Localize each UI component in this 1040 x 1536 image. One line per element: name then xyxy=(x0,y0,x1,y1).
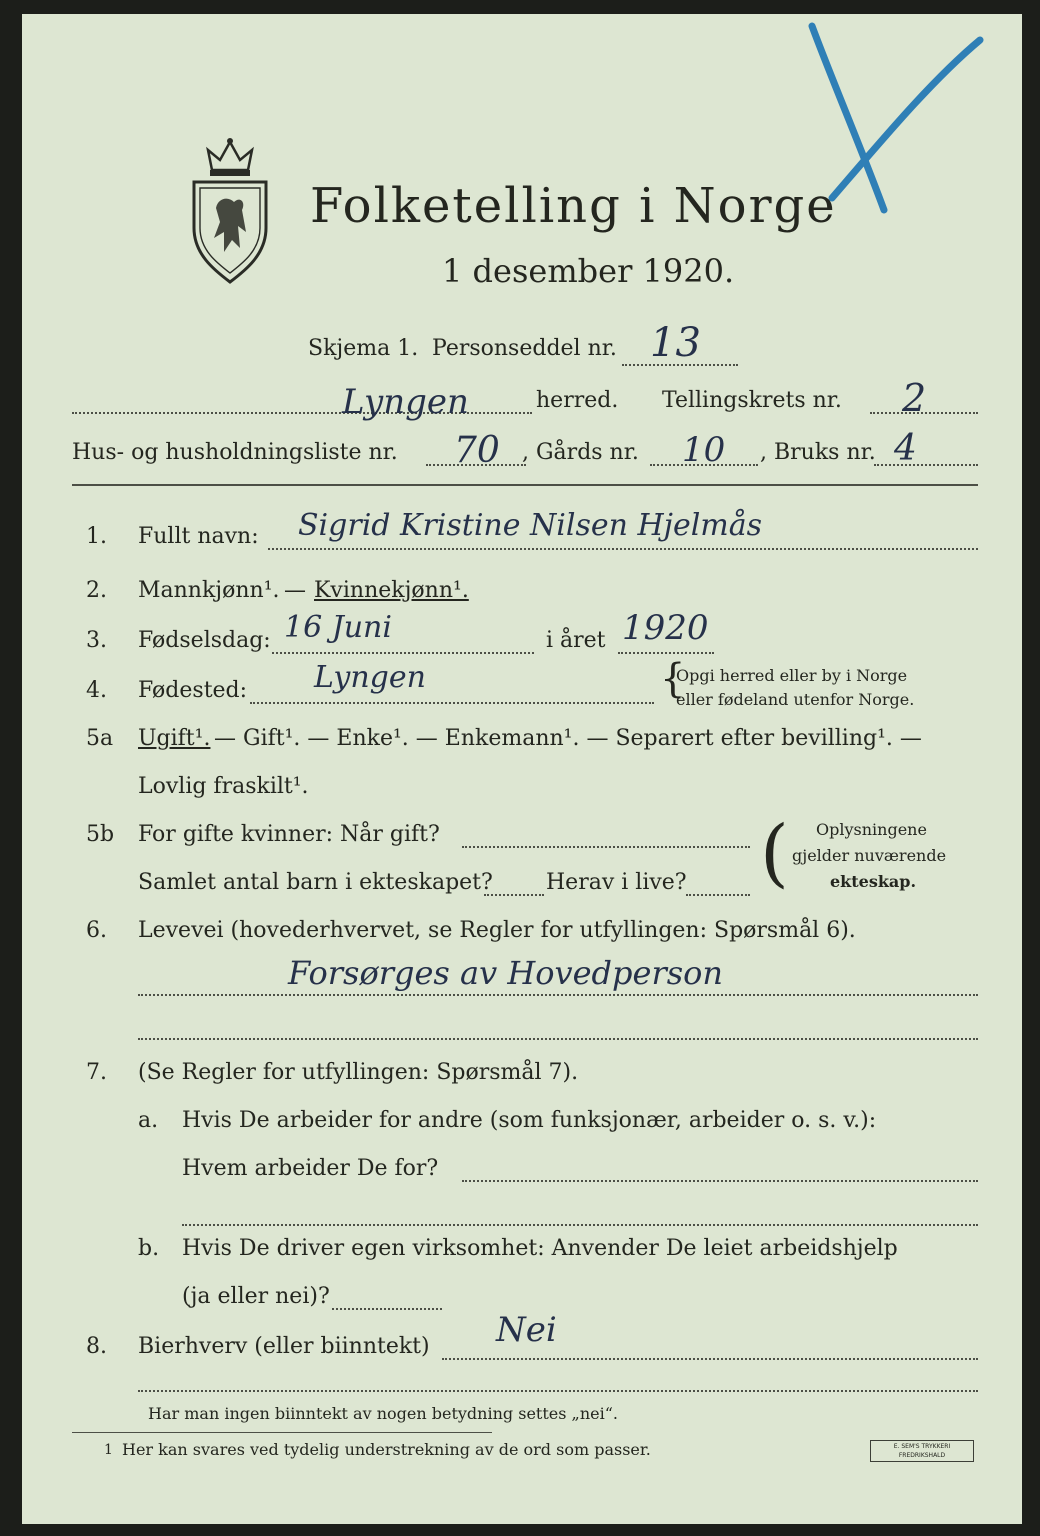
personseddel-label: Personseddel nr. xyxy=(432,336,617,361)
q8-line1 xyxy=(442,1358,978,1360)
q8-line2 xyxy=(138,1390,978,1392)
q5b-herav-label: Herav i live? xyxy=(546,870,687,895)
q6-label: Levevei (hovederhvervet, se Regler for utfyllingen: Spørsmål 6). xyxy=(138,918,856,943)
form-title: Folketelling i Norge xyxy=(310,178,837,234)
q5a-ugift-option[interactable]: Ugift¹. xyxy=(138,726,211,751)
q7a-line1 xyxy=(462,1180,978,1182)
q5b-line2-label: Samlet antal barn i ekteskapet? xyxy=(138,870,493,895)
bruks-label: , Bruks nr. xyxy=(760,440,876,465)
coat-of-arms-icon xyxy=(188,136,272,286)
q3-line xyxy=(272,652,534,654)
q4-label: Fødested: xyxy=(138,678,248,703)
footnote-mark: 1 xyxy=(104,1442,113,1458)
q2-female-option[interactable]: Kvinnekjønn¹. xyxy=(314,578,469,603)
q5b-note-line3: ekteskap. xyxy=(830,872,917,891)
q5b-line1-label: For gifte kvinner: Når gift? xyxy=(138,822,440,847)
q1-value[interactable]: Sigrid Kristine Nilsen Hjelmås xyxy=(298,508,763,543)
q4-number: 4. xyxy=(86,678,107,703)
q4-value[interactable]: Lyngen xyxy=(314,660,426,695)
q3-number: 3. xyxy=(86,628,107,653)
bruks-line xyxy=(874,464,978,466)
husholdning-value[interactable]: 70 xyxy=(454,430,500,471)
q3-year-label: i året xyxy=(546,628,606,653)
q3-value[interactable]: 16 Juni xyxy=(284,610,392,645)
q4-line xyxy=(250,702,654,704)
q4-note-line1: Opgi herred eller by i Norge xyxy=(676,666,908,685)
q2-separator: — xyxy=(284,578,306,603)
herred-label: herred. xyxy=(536,388,619,413)
q7b-text: Hvis De driver egen virksomhet: Anvender De leiet arbeidshjelp xyxy=(182,1236,898,1261)
q5b-number: 5b xyxy=(86,822,115,847)
q6-line2 xyxy=(138,1038,978,1040)
q6-value[interactable]: Forsørges av Hovedperson xyxy=(288,954,724,992)
footnote-main: Har man ingen biinntekt av nogen betydning settes „nei“. xyxy=(148,1404,618,1423)
q5a-number: 5a xyxy=(86,726,114,751)
census-form-sheet xyxy=(22,14,1022,1524)
q7a-letter: a. xyxy=(138,1108,159,1133)
q8-number: 8. xyxy=(86,1334,107,1359)
herred-value[interactable]: Lyngen xyxy=(342,382,469,422)
q5a-other-options[interactable]: — Gift¹. — Enke¹. — Enkemann¹. — Separert efter bevilling¹. — xyxy=(214,726,922,751)
form-date: 1 desember 1920. xyxy=(442,252,735,290)
q8-label: Bierhverv (eller biinntekt) xyxy=(138,1334,430,1359)
q1-label: Fullt navn: xyxy=(138,524,259,549)
q6-number: 6. xyxy=(86,918,107,943)
q7b-letter: b. xyxy=(138,1236,160,1261)
q5b-children-line xyxy=(484,894,544,896)
q8-value[interactable]: Nei xyxy=(496,1310,557,1350)
q5b-alive-line xyxy=(686,894,750,896)
q5a-line2[interactable]: Lovlig fraskilt¹. xyxy=(138,774,309,799)
q4-note-line2: eller fødeland utenfor Norge. xyxy=(676,690,915,709)
gards-label: , Gårds nr. xyxy=(522,440,639,465)
header-divider xyxy=(72,484,978,486)
bruks-value[interactable]: 4 xyxy=(894,428,917,469)
q7b-question: (ja eller nei)? xyxy=(182,1284,330,1309)
q3-label: Fødselsdag: xyxy=(138,628,271,653)
q5b-note-line2: gjelder nuværende xyxy=(792,846,947,865)
printer-stamp xyxy=(870,1440,974,1462)
printer-stamp-line1: E. SEM'S TRYKKERI xyxy=(893,1443,951,1450)
q7-number: 7. xyxy=(86,1060,107,1085)
q7-label: (Se Regler for utfyllingen: Spørsmål 7). xyxy=(138,1060,579,1085)
husholdning-label: Hus- og husholdningsliste nr. xyxy=(72,440,398,465)
q7a-line2 xyxy=(182,1224,978,1226)
q3-year-line xyxy=(618,652,714,654)
q4-brace: { xyxy=(660,656,686,702)
personseddel-value[interactable]: 13 xyxy=(650,320,701,366)
footnote-reference: Her kan svares ved tydelig understrekning av de ord som passer. xyxy=(122,1440,651,1459)
q7b-line xyxy=(332,1308,442,1310)
footnote-divider xyxy=(72,1432,492,1433)
q2-number: 2. xyxy=(86,578,107,603)
q5b-note-line1: Oplysningene xyxy=(816,820,927,839)
q5b-brace: ( xyxy=(760,810,789,896)
tellingskrets-label: Tellingskrets nr. xyxy=(662,388,842,413)
tellingskrets-value[interactable]: 2 xyxy=(902,376,927,420)
q7a-question: Hvem arbeider De for? xyxy=(182,1156,439,1181)
q1-line xyxy=(268,548,978,550)
q5b-married-line xyxy=(462,846,750,848)
q2-male-option[interactable]: Mannkjønn¹. xyxy=(138,578,280,603)
q1-number: 1. xyxy=(86,524,107,549)
q6-line1 xyxy=(138,994,978,996)
printer-stamp-line2: FREDRIKSHALD xyxy=(898,1452,946,1459)
q7a-text: Hvis De arbeider for andre (som funksjonær, arbeider o. s. v.): xyxy=(182,1108,877,1133)
skjema-label: Skjema 1. xyxy=(308,336,419,361)
q3-year-value[interactable]: 1920 xyxy=(622,608,709,648)
gards-value[interactable]: 10 xyxy=(682,430,726,470)
